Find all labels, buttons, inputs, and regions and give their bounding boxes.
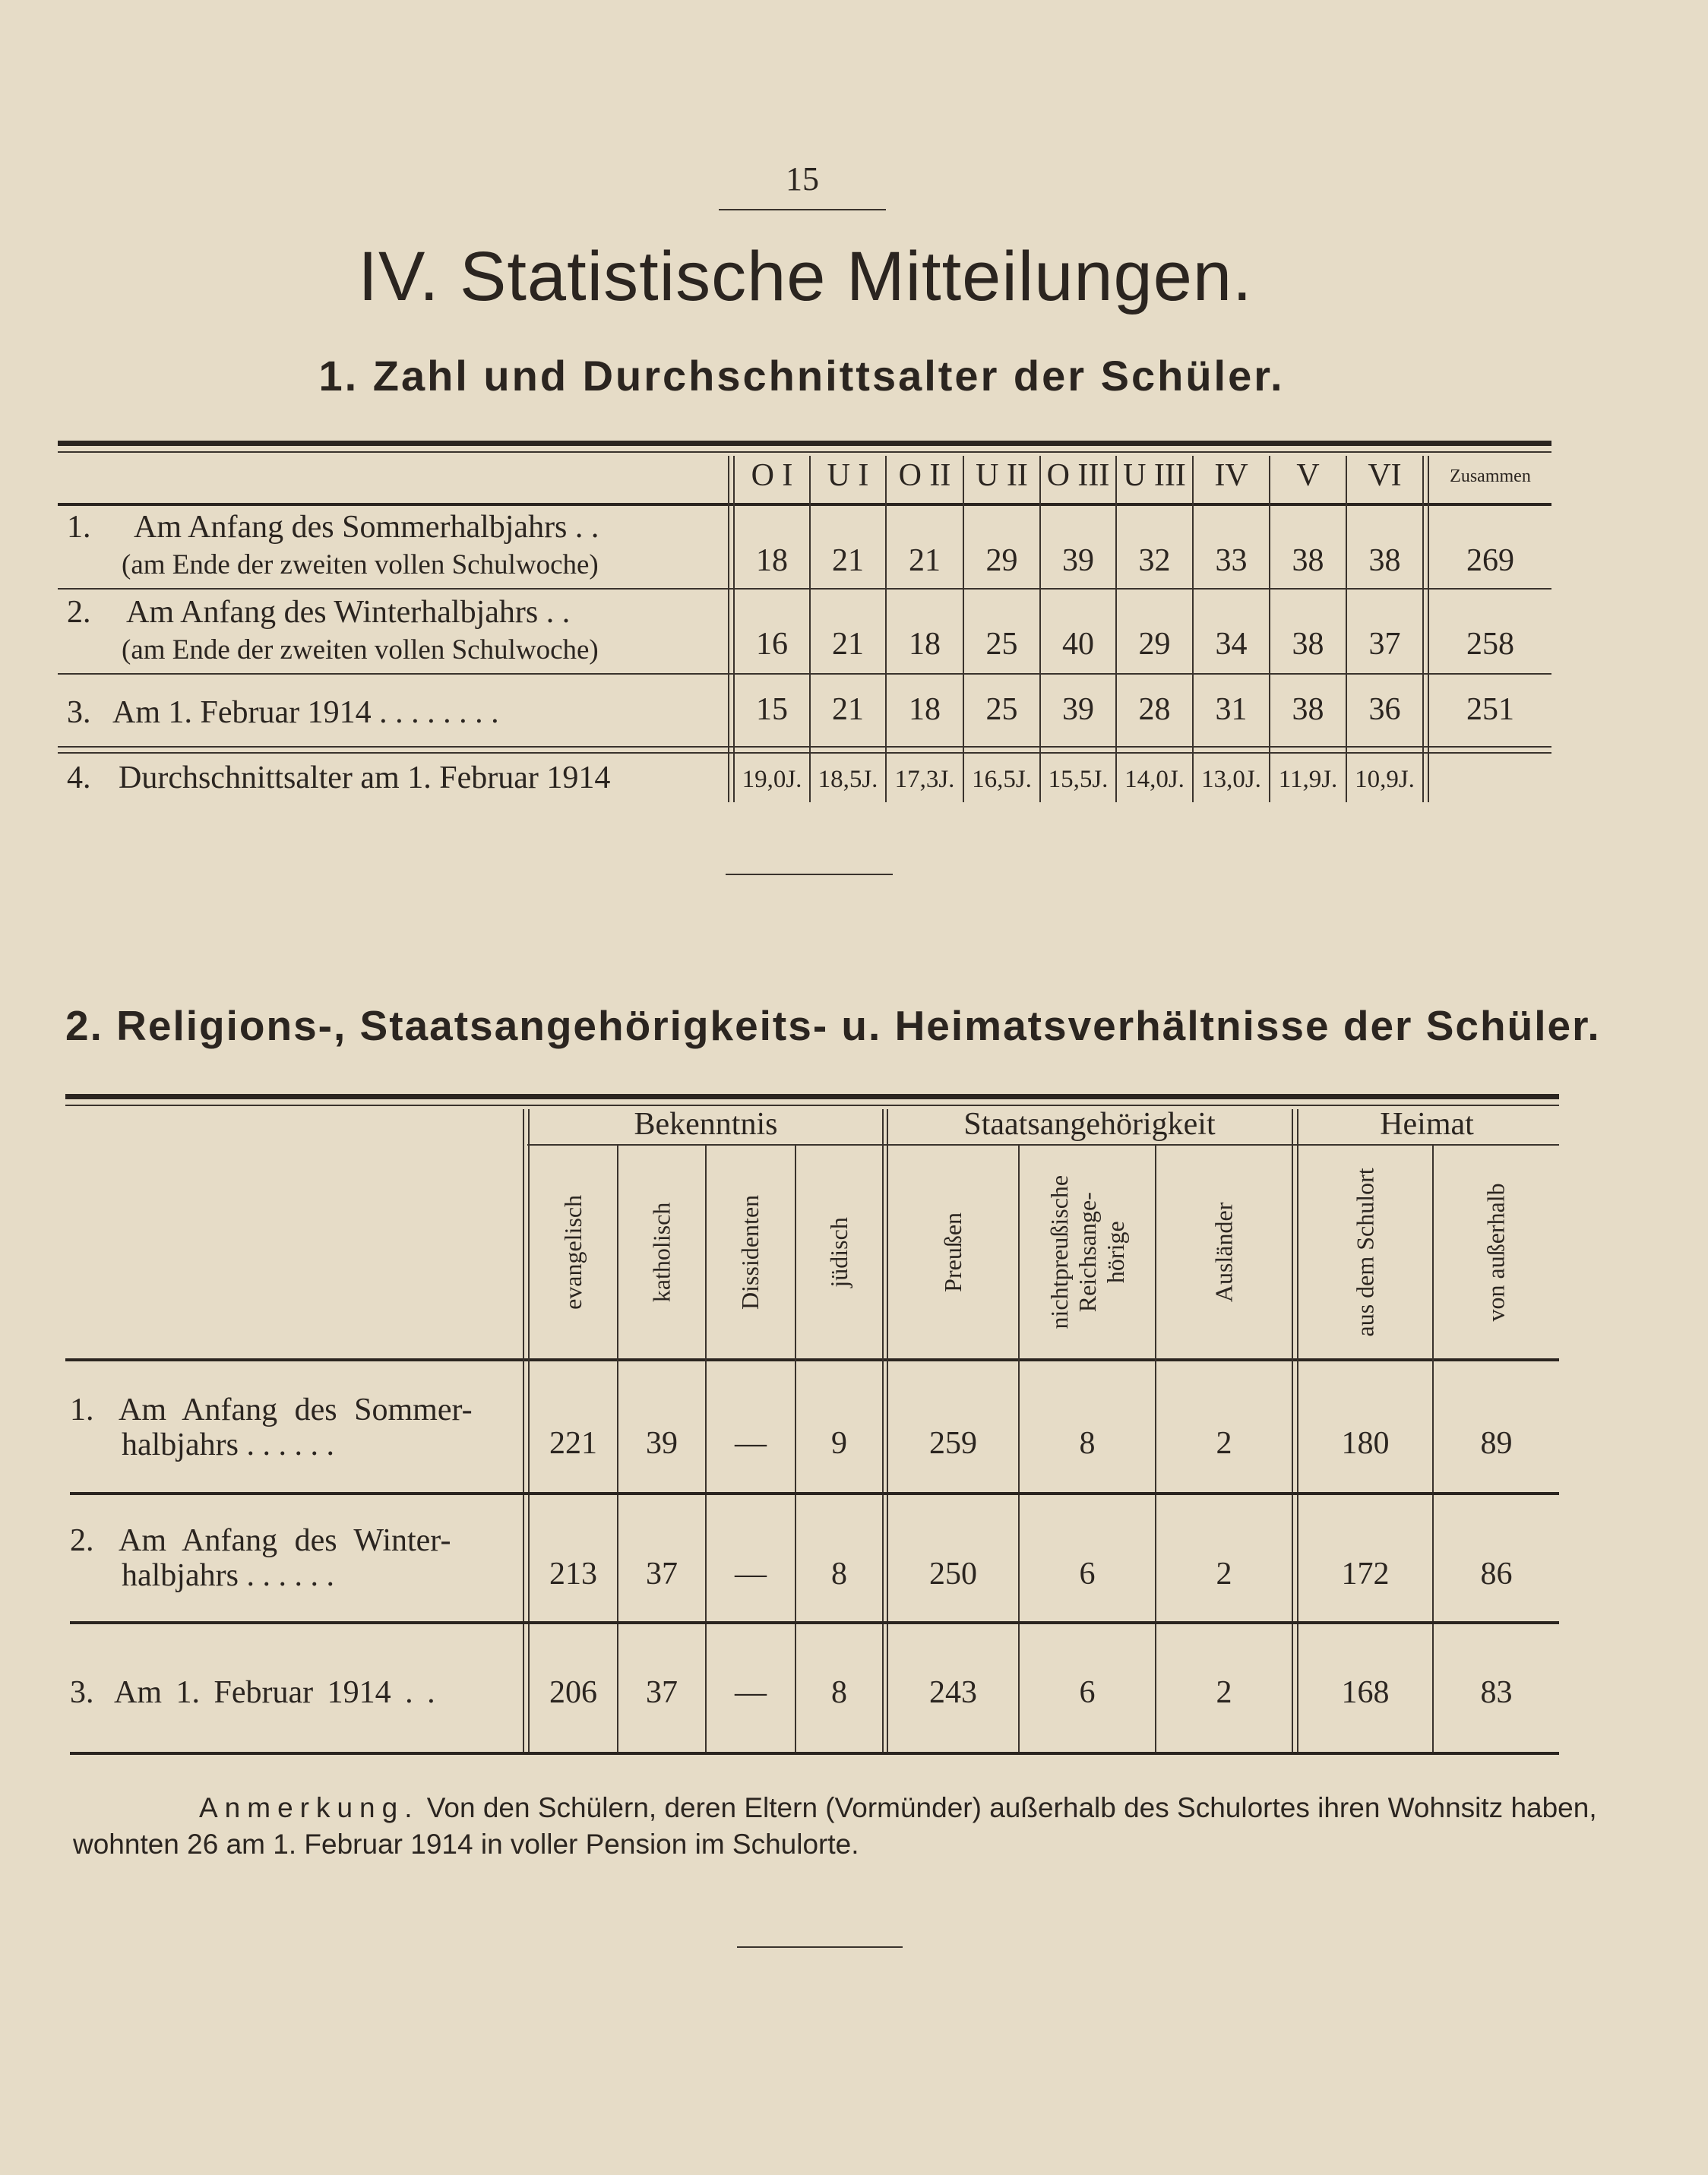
table-cell: 40 bbox=[1062, 627, 1094, 662]
table-cell: 21 bbox=[832, 627, 864, 662]
table-cell: 16 bbox=[756, 627, 788, 662]
age-cell: 19,0J. bbox=[742, 766, 802, 793]
table-cell: 6 bbox=[1079, 1557, 1096, 1592]
column-header: katholisch bbox=[647, 1202, 675, 1302]
age-cell: 18,5J. bbox=[818, 766, 878, 793]
footnote-label: Anmerkung. bbox=[199, 1792, 419, 1823]
table-cell: 18 bbox=[756, 543, 788, 578]
table-cell: 89 bbox=[1480, 1426, 1513, 1461]
class-header: O I bbox=[751, 458, 793, 493]
row-label: halbjahrs . . . . . . bbox=[122, 1558, 334, 1593]
table-cell: 29 bbox=[985, 543, 1018, 578]
table-cell: 8 bbox=[831, 1675, 847, 1710]
table-cell-total: 251 bbox=[1466, 692, 1514, 727]
end-divider bbox=[737, 1946, 903, 1948]
table1-row-rule bbox=[58, 746, 1551, 748]
table-cell: 25 bbox=[985, 627, 1018, 662]
page-number: 15 bbox=[719, 160, 886, 210]
age-cell: 10,9J. bbox=[1355, 766, 1415, 793]
column-header: aus dem Schulort bbox=[1351, 1167, 1379, 1337]
table-cell: 243 bbox=[929, 1675, 977, 1710]
table2-row-rule bbox=[70, 1621, 1559, 1624]
column-header: nichtpreußische Reichsange- hörige bbox=[1045, 1174, 1129, 1329]
age-cell: 17,3J. bbox=[894, 766, 955, 793]
table-cell: 31 bbox=[1215, 692, 1248, 727]
column-header: von außerhalb bbox=[1482, 1182, 1510, 1322]
group-header-staatsangehoerigkeit: Staatsangehörigkeit bbox=[963, 1107, 1216, 1142]
table-cell: 29 bbox=[1138, 627, 1171, 662]
table-cell: 37 bbox=[646, 1557, 678, 1592]
group-header-rule bbox=[527, 1144, 1559, 1146]
table-cell: 18 bbox=[909, 692, 941, 727]
table-cell: 33 bbox=[1215, 543, 1248, 578]
table-cell: 28 bbox=[1138, 692, 1171, 727]
table-cell: 2 bbox=[1216, 1557, 1232, 1592]
class-header: V bbox=[1296, 458, 1320, 493]
column-header: Ausländer bbox=[1210, 1202, 1238, 1302]
table1-top-thin-rule bbox=[58, 451, 1551, 453]
table-cell: 86 bbox=[1480, 1557, 1513, 1592]
class-header: VI bbox=[1368, 458, 1402, 493]
row-number: 3. bbox=[67, 695, 91, 730]
table-cell: 21 bbox=[909, 543, 941, 578]
class-header: U I bbox=[827, 458, 869, 493]
row-number: 4. bbox=[67, 760, 91, 795]
row-number: 3. bbox=[70, 1675, 94, 1710]
table-cell: 18 bbox=[909, 627, 941, 662]
table-cell: 8 bbox=[831, 1557, 847, 1592]
section-divider bbox=[726, 874, 893, 875]
total-header: Zusammen bbox=[1450, 466, 1531, 486]
row-label: Am 1. Februar 1914 . . bbox=[114, 1675, 435, 1710]
row-label: Am 1. Februar 1914 . . . . . . . . bbox=[112, 695, 499, 730]
row-number: 1. bbox=[70, 1393, 94, 1427]
table-cell: — bbox=[735, 1675, 767, 1710]
table-cell: 38 bbox=[1292, 627, 1324, 662]
age-cell: 11,9J. bbox=[1278, 766, 1338, 793]
table-cell: 259 bbox=[929, 1426, 977, 1461]
age-cell: 14,0J. bbox=[1124, 766, 1185, 793]
table-cell: 9 bbox=[831, 1426, 847, 1461]
row-number: 2. bbox=[67, 595, 91, 630]
row-sublabel: (am Ende der zweiten vollen Schulwoche) bbox=[122, 634, 599, 665]
table-cell: 39 bbox=[1062, 692, 1094, 727]
table-cell: 37 bbox=[1368, 627, 1401, 662]
table-cell: 21 bbox=[832, 692, 864, 727]
page-title: IV. Statistische Mitteilungen. bbox=[358, 238, 1253, 315]
table2-vline bbox=[1292, 1109, 1293, 1753]
table1-header-rule bbox=[58, 503, 1551, 506]
column-header: jüdisch bbox=[825, 1216, 853, 1288]
table-cell: 32 bbox=[1138, 543, 1171, 578]
section1-title: 1. Zahl und Durchschnittsalter der Schüler. bbox=[318, 352, 1285, 400]
table-cell: — bbox=[735, 1426, 767, 1461]
table1-vline bbox=[728, 456, 729, 802]
table-cell-total: 258 bbox=[1466, 627, 1514, 662]
table1-top-rule bbox=[58, 441, 1551, 446]
class-header: O III bbox=[1046, 458, 1110, 493]
table-cell: 83 bbox=[1480, 1675, 1513, 1710]
table1-vline bbox=[1422, 456, 1424, 802]
table-cell: 168 bbox=[1341, 1675, 1390, 1710]
section2-title: 2. Religions-, Staatsangehörigkeits- u. Heimatsverhältnisse der Schüler. bbox=[65, 1002, 1601, 1049]
table-cell: 15 bbox=[756, 692, 788, 727]
table-cell: 39 bbox=[646, 1426, 678, 1461]
row-label: halbjahrs . . . . . . bbox=[122, 1427, 334, 1462]
table-cell: 180 bbox=[1341, 1426, 1390, 1461]
table1-row-rule bbox=[58, 673, 1551, 675]
table-cell: 21 bbox=[832, 543, 864, 578]
table-cell: 39 bbox=[1062, 543, 1094, 578]
table-cell: 221 bbox=[549, 1426, 597, 1461]
column-header: Preußen bbox=[939, 1212, 967, 1292]
table2-row-rule bbox=[70, 1752, 1559, 1755]
class-header: O II bbox=[898, 458, 951, 493]
row-label: Am Anfang des Sommerhalbjahrs . . bbox=[134, 510, 599, 545]
table-cell-total: 269 bbox=[1466, 543, 1514, 578]
table-cell: 38 bbox=[1292, 692, 1324, 727]
table-cell: 25 bbox=[985, 692, 1018, 727]
table-cell: 2 bbox=[1216, 1426, 1232, 1461]
footnote-text: Von den Schülern, deren Eltern (Vormünder) außerhalb des Schulortes ihren Wohnsitz haben, wohnten 26 am 1. Februar 1914 in voller Pension im Schulorte. bbox=[73, 1792, 1597, 1860]
table2-vline bbox=[882, 1109, 884, 1753]
row-label: Am Anfang des Winterhalbjahrs . . bbox=[126, 595, 571, 630]
table-cell: 34 bbox=[1215, 627, 1248, 662]
table-cell: 6 bbox=[1079, 1675, 1096, 1710]
table2-top-rule bbox=[65, 1094, 1559, 1099]
group-header-bekenntnis: Bekenntnis bbox=[634, 1107, 778, 1142]
table-cell: 172 bbox=[1341, 1557, 1390, 1592]
group-header-heimat: Heimat bbox=[1380, 1107, 1474, 1142]
footnote bbox=[73, 1790, 1646, 1863]
table-cell: 38 bbox=[1368, 543, 1401, 578]
age-cell: 16,5J. bbox=[972, 766, 1032, 793]
table1-row-rule bbox=[58, 752, 1551, 754]
table-cell: 206 bbox=[549, 1675, 597, 1710]
table-cell: 37 bbox=[646, 1675, 678, 1710]
table-cell: 250 bbox=[929, 1557, 977, 1592]
age-cell: 13,0J. bbox=[1201, 766, 1261, 793]
class-header: U II bbox=[976, 458, 1028, 493]
table-cell: 8 bbox=[1079, 1426, 1096, 1461]
age-cell: 15,5J. bbox=[1048, 766, 1109, 793]
table-cell: 36 bbox=[1368, 692, 1401, 727]
column-header: evangelisch bbox=[559, 1194, 587, 1310]
column-header: Dissidenten bbox=[736, 1194, 764, 1310]
table-cell: — bbox=[735, 1557, 767, 1592]
row-label: Am Anfang des Winter- bbox=[119, 1523, 451, 1558]
row-label: Durchschnittsalter am 1. Februar 1914 bbox=[119, 760, 611, 795]
table2-vline bbox=[523, 1109, 524, 1753]
row-number: 1. bbox=[67, 510, 91, 545]
table-cell: 38 bbox=[1292, 543, 1324, 578]
row-number: 2. bbox=[70, 1523, 94, 1558]
table-cell: 2 bbox=[1216, 1675, 1232, 1710]
class-header: U III bbox=[1123, 458, 1186, 493]
row-label: Am Anfang des Sommer- bbox=[119, 1393, 473, 1427]
table2-row-rule bbox=[70, 1492, 1559, 1495]
class-header: IV bbox=[1214, 458, 1248, 493]
table1-row-rule bbox=[58, 588, 1551, 590]
row-sublabel: (am Ende der zweiten vollen Schulwoche) bbox=[122, 549, 599, 580]
table-cell: 213 bbox=[549, 1557, 597, 1592]
table2-header-rule bbox=[65, 1358, 1559, 1361]
